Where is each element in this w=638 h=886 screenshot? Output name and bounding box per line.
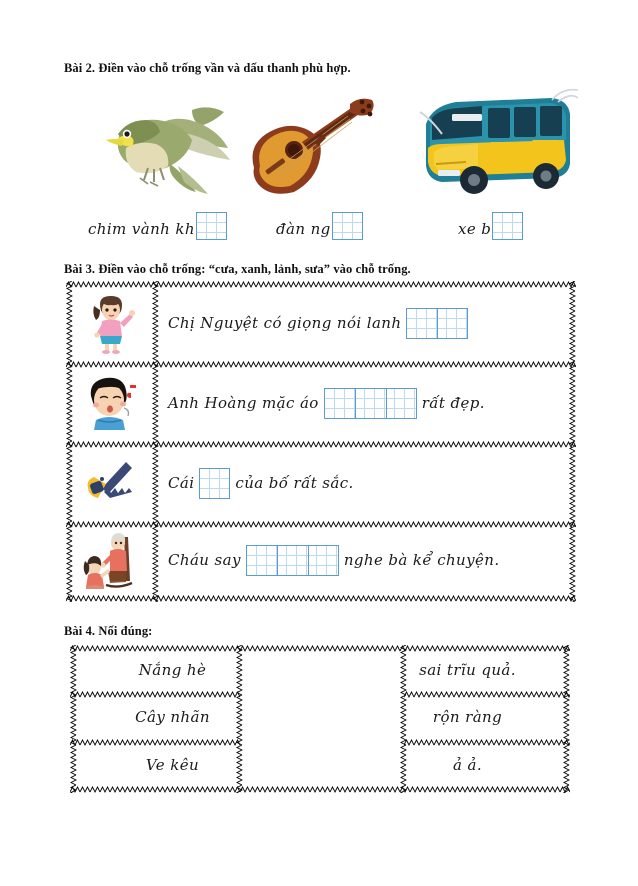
handsaw-illustration <box>80 452 142 514</box>
mandolin-illustration <box>242 94 377 202</box>
exercise3-row-3-text-after: của bố rất sắc. <box>235 474 354 492</box>
exercise3-row-1-text-cell <box>156 308 576 339</box>
exercise3-row-3-image-cell <box>66 445 156 521</box>
exercise4-row <box>70 647 570 693</box>
match-left-option[interactable] <box>70 756 275 775</box>
match-left-label: Cây nhãn <box>135 707 210 726</box>
match-right-option[interactable] <box>365 756 570 775</box>
girl-pointing-illustration <box>80 292 142 354</box>
answer-grid-box[interactable] <box>492 212 523 240</box>
exercise3-row-2-image-cell <box>66 365 156 441</box>
exercise3-row-4-image-cell <box>66 525 156 595</box>
exercise3-heading: Bài 3. Điền vào chỗ trống: “cưa, xanh, lảnh, sưa” vào chỗ trống. <box>64 262 411 276</box>
exercise3-table <box>66 281 576 602</box>
exercise3-row-1-image-cell <box>66 285 156 361</box>
exercise2-item-3 <box>458 212 523 240</box>
exercise3-row-3-text-before: Cái <box>168 474 195 492</box>
exercise3-row <box>66 525 576 595</box>
exercise3-row <box>66 365 576 441</box>
exercise4-heading: Bài 4. Nối đúng: <box>64 624 153 638</box>
exercise3-row <box>66 285 576 361</box>
bird-illustration <box>96 96 236 196</box>
bus-illustration <box>412 88 578 200</box>
exercise3-row-1-text-before: Chị Nguyệt có giọng nói lanh <box>168 314 402 332</box>
exercise2-heading: Bài 2. Điền vào chỗ trống vần và dấu thanh phù hợp. <box>64 61 351 75</box>
exercise3-row-3-text-cell <box>156 468 576 499</box>
exercise2-item-2-text: đàn ng <box>276 220 331 238</box>
exercise3-row-2-text-after: rất đẹp. <box>421 394 485 412</box>
match-left-label: Nắng hè <box>138 660 207 679</box>
match-right-option[interactable] <box>365 708 570 727</box>
boy-whistling-illustration <box>80 372 142 434</box>
match-right-label: ả ả. <box>452 755 483 774</box>
exercise3-row-4-text-cell <box>156 545 576 576</box>
grandmother-rocking-chair-illustration <box>80 529 142 591</box>
answer-grid-box[interactable] <box>332 212 363 240</box>
exercise3-row-4-text-after: nghe bà kể chuyện. <box>343 551 500 569</box>
answer-grid-box[interactable] <box>199 468 230 499</box>
exercise3-row-2-text-cell <box>156 388 576 419</box>
exercise2-item-1 <box>88 212 227 240</box>
answer-grid-box[interactable] <box>196 212 227 240</box>
match-left-option[interactable] <box>70 661 275 680</box>
match-right-label: sai trĩu quả. <box>419 660 516 679</box>
exercise2-item-1-text: chim vành kh <box>88 220 195 238</box>
exercise3-row-2-text-before: Anh Hoàng mặc áo <box>168 394 319 412</box>
match-right-option[interactable] <box>365 661 570 680</box>
exercise2-item-3-text: xe b <box>458 220 492 238</box>
exercise4-row <box>70 694 570 740</box>
match-left-option[interactable] <box>70 708 275 727</box>
exercise3-row <box>66 445 576 521</box>
answer-grid-box[interactable] <box>406 308 468 339</box>
answer-grid-box[interactable] <box>246 545 339 576</box>
exercise4-row <box>70 742 570 788</box>
exercise3-row-4-text-before: Cháu say <box>168 551 241 569</box>
answer-grid-box[interactable] <box>324 388 417 419</box>
exercise4-matching-table <box>70 645 570 793</box>
exercise2-item-2 <box>276 212 363 240</box>
match-left-label: Ve kêu <box>145 755 200 774</box>
match-right-label: rộn ràng <box>432 707 503 726</box>
table-border-bottom <box>66 595 576 602</box>
